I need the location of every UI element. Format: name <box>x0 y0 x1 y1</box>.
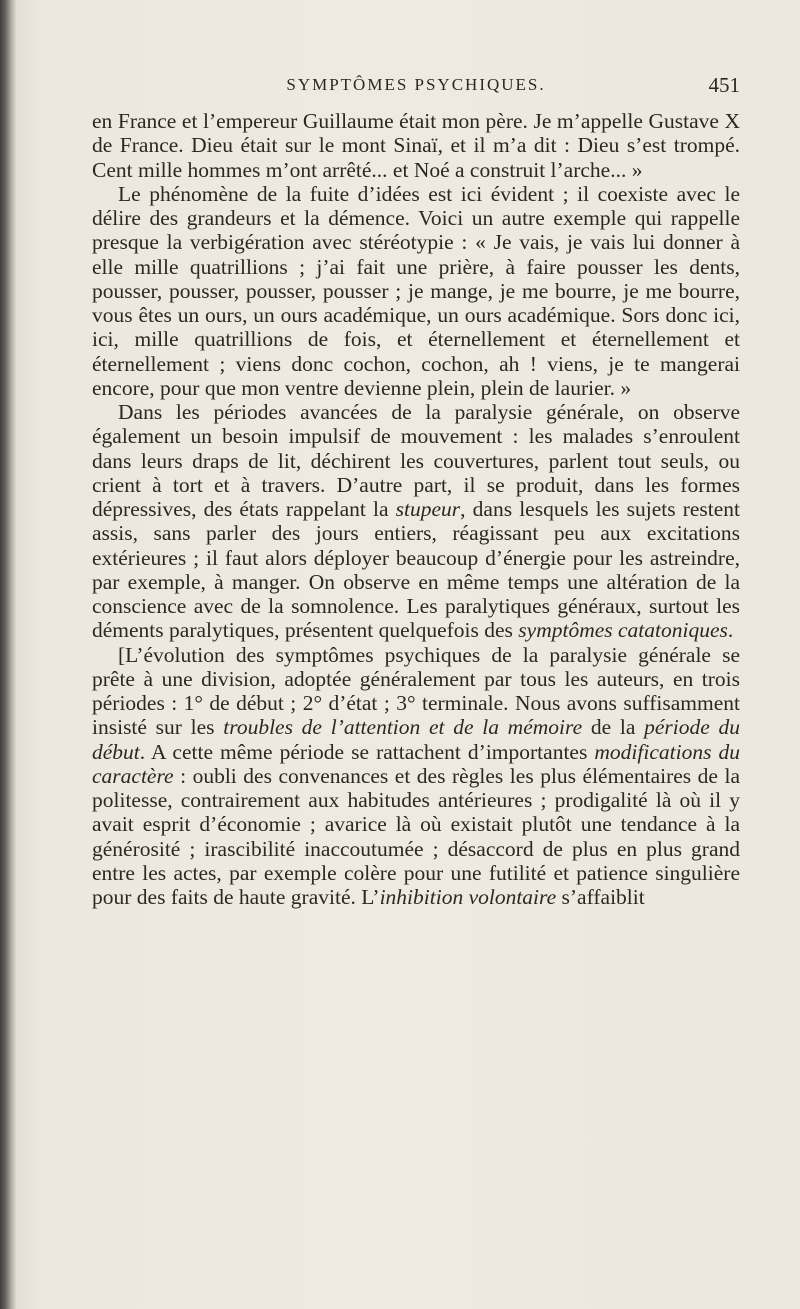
italic-term-stupeur: stupeur <box>395 497 461 521</box>
text-run: en France et l’empereur Guillaume était mon père. Je m’appelle Gustave X de France. Dieu était sur le mont Sinaï, et il m’a dit : Dieu s’est trompé. Cent mille hommes m’ont arrêté... et Noé a construit l’arche... » <box>92 109 740 182</box>
paragraph-1 <box>92 109 740 182</box>
text-run: [L’évolution des symptômes psychiques de la paralysie générale se prête à une division, adoptée généralement par tous les auteurs, en trois périodes : 1° de début ; 2° d’état ; 3° terminale. Nous avons suffisamment insisté sur les <box>92 642 740 740</box>
page-header <box>92 70 740 100</box>
italic-term-troubles: troubles de l’attention et de la mémoire <box>223 715 583 740</box>
italic-term-symptomes-catatoniques: symptômes catatoniques <box>518 618 728 643</box>
page-binding-edge <box>0 0 16 1309</box>
italic-term-inhibition: inhibition volontaire <box>379 885 557 909</box>
paragraph-2 <box>92 182 740 400</box>
italic-term-modifications: modifications du caractère <box>92 739 740 788</box>
text-run: . A cette même période se rattachent d’importantes <box>139 739 595 764</box>
italic-term-periode-du-debut: période du début <box>92 715 740 764</box>
text-run: de la <box>582 715 645 740</box>
text-run: Dans les périodes avancées de la paralysie générale, on observe également un besoin impulsif de mouvement : les malades s’enroulent dans leurs draps de lit, déchirent les couvertures, parlent tout seuls, ou crient à tort et à travers. D’autre part, il se produit, dans les formes dépressives, des états rappelant la <box>92 400 740 521</box>
text-run: , dans lesquels les sujets restent assis, sans parler des jours entiers, réagissant peu aux excitations extérieures ; il faut alors déployer beaucoup d’énergie pour les astreindre, par exemple, à manger. On observe en même temps une altération de la conscience avec de la somnolence. Les paralytiques généraux, surtout les déments paralytiques, présentent quelquefois des <box>92 497 741 643</box>
body-text <box>92 109 740 909</box>
text-run: . <box>727 618 734 643</box>
text-run: : oubli des convenances et des règles les plus élémentaires de la politesse, contrairement aux habitudes antérieures ; prodigalité là où il y avait esprit d’économie ; avarice là où existait plutôt une tendance à la générosité ; irascibilité inaccoutumée ; désaccord de plus en plus grand entre les actes, par exemple colère pour une futilité et patience singulière pour des faits de haute gravité. L’ <box>92 763 740 909</box>
text-run: s’affaiblit <box>556 885 645 909</box>
paragraph-4 <box>92 643 740 910</box>
page-number: 451 <box>708 73 740 97</box>
paragraph-3 <box>92 400 740 643</box>
text-run: Le phénomène de la fuite d’idées est ici évident ; il coexiste avec le délire des grandeurs et la démence. Voici un autre exemple qui rappelle presque la verbigération avec stéréotypie : « Je vais, je vais lui donner à elle mille quatrillions ; j’ai fait une prière, à faire pousser les dents, pousser, pousser, pousser, pousser ; je mange, je me bourre, je me bourre, vous êtes un ours, un ours académique, un ours académique. Sors donc ici, ici, mille quatrillions de fois, et éternellement et éternellement et éternellement ; viens donc cochon, cochon, ah ! viens, je te mangerai encore, pour que mon ventre devienne plein, plein de laurier. » <box>92 181 740 400</box>
running-title: SYMPTÔMES PSYCHIQUES. <box>286 75 546 94</box>
